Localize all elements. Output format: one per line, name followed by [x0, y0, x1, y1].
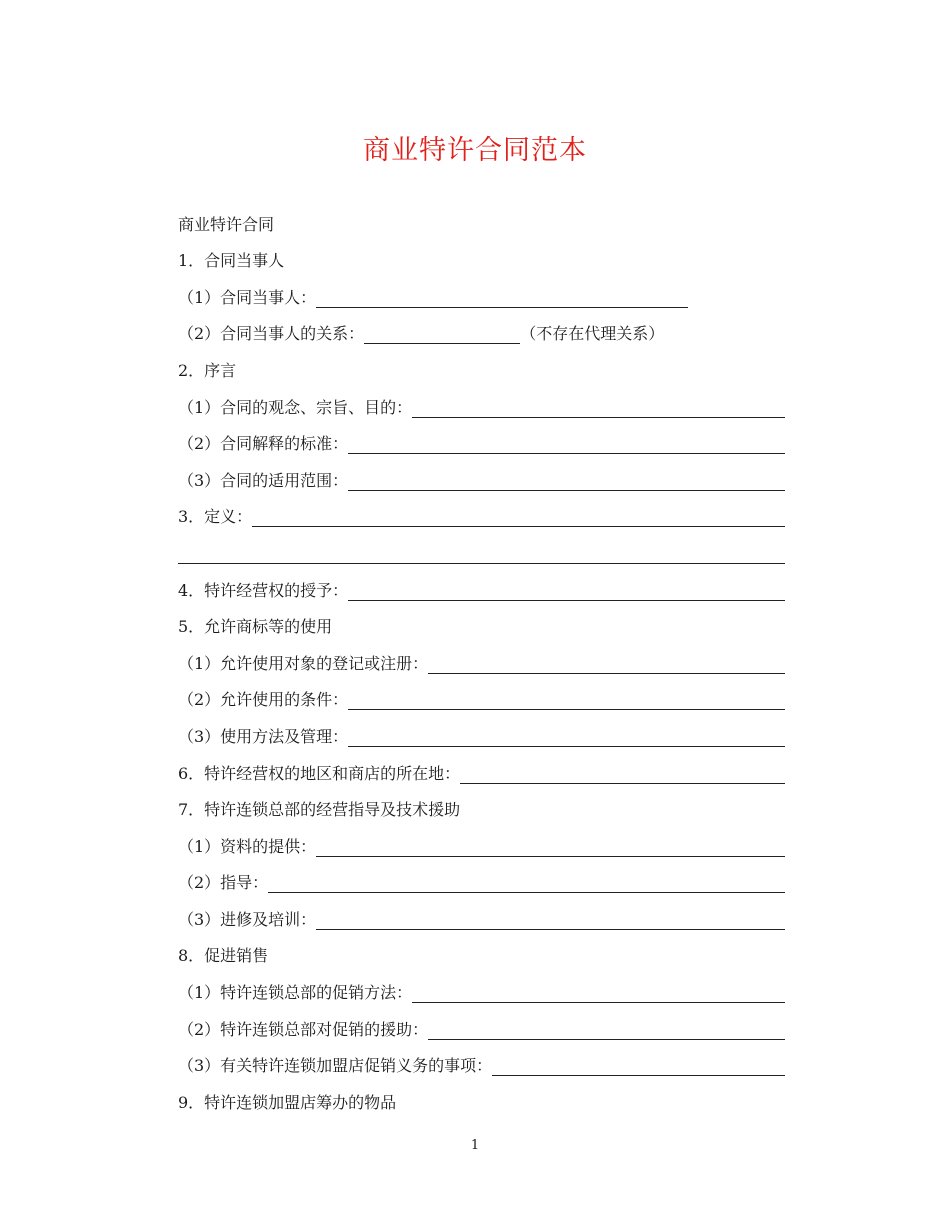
- section-2-item-1-line: [178, 385, 785, 422]
- fill-in-blank[interactable]: [428, 672, 785, 674]
- fill-in-blank[interactable]: [348, 708, 785, 710]
- fill-in-blank[interactable]: [268, 891, 785, 893]
- section-2-heading: 2．序言: [178, 360, 237, 380]
- section-7-heading: 7．特许连锁总部的经营指导及技术援助: [178, 800, 461, 820]
- section-5-item-3-label: （3）使用方法及管理：: [178, 726, 349, 746]
- section-1-item-1-line: [178, 275, 785, 312]
- section-8-item-2-label: （2）特许连锁总部对促销的援助：: [178, 1019, 429, 1039]
- fill-in-blank[interactable]: [364, 342, 520, 344]
- section-5-heading: 5．允许商标等的使用: [178, 617, 333, 637]
- section-7-item-3-line: [178, 897, 785, 934]
- section-5-item-3-line: [178, 714, 785, 751]
- section-2-item-2-label: （2）合同解释的标准：: [178, 434, 349, 454]
- section-1-item-1-label: （1）合同当事人：: [178, 287, 317, 307]
- section-5-item-1-label: （1）允许使用对象的登记或注册：: [178, 653, 429, 673]
- section-3-heading-line: [178, 495, 785, 532]
- section-1-item-2-label: （2）合同当事人的关系：: [178, 324, 365, 344]
- fill-in-blank[interactable]: [348, 599, 785, 601]
- fill-in-blank[interactable]: [252, 525, 785, 527]
- section-1-heading: 1．合同当事人: [178, 251, 285, 271]
- section-8-item-3-line: [178, 1044, 785, 1081]
- section-7-item-1-line: [178, 824, 785, 861]
- section-8-heading: 8．促进销售: [178, 946, 269, 966]
- section-9-heading: 9．特许连锁加盟店筹办的物品: [178, 1092, 397, 1112]
- section-6-heading: 6．特许经营权的地区和商店的所在地：: [178, 763, 461, 783]
- section-5-item-1-line: [178, 641, 785, 678]
- section-1-item-2-note: （不存在代理关系）: [520, 324, 665, 344]
- section-8-item-1-line: [178, 970, 785, 1007]
- section-7-item-2-line: [178, 861, 785, 898]
- section-3-continuation-line: [178, 531, 785, 568]
- section-7-heading-line: [178, 788, 785, 825]
- section-5-item-2-line: [178, 678, 785, 715]
- fill-in-blank[interactable]: [492, 1074, 785, 1076]
- section-4-heading: 4．特许经营权的授予：: [178, 580, 349, 600]
- fill-in-blank[interactable]: [316, 306, 688, 308]
- fill-in-blank[interactable]: [348, 745, 785, 747]
- section-5-item-2-label: （2）允许使用的条件：: [178, 690, 349, 710]
- section-4-heading-line: [178, 568, 785, 605]
- fill-in-blank[interactable]: [460, 782, 785, 784]
- section-5-heading-line: [178, 605, 785, 642]
- fill-in-blank[interactable]: [348, 489, 785, 491]
- section-2-item-3-line: [178, 458, 785, 495]
- section-1-item-2-line: [178, 312, 785, 349]
- fill-in-blank[interactable]: [348, 452, 785, 454]
- section-7-item-3-label: （3）进修及培训：: [178, 909, 317, 929]
- document-title: 商业特许合同范本: [363, 135, 587, 166]
- fill-in-blank[interactable]: [178, 562, 785, 564]
- section-6-heading-line: [178, 751, 785, 788]
- section-9-heading-line: [178, 1080, 785, 1117]
- document-body: [178, 202, 785, 1117]
- fill-in-blank[interactable]: [412, 1001, 785, 1003]
- section-7-item-2-label: （2）指导：: [178, 873, 269, 893]
- section-8-item-2-line: [178, 1007, 785, 1044]
- section-7-item-1-label: （1）资料的提供：: [178, 836, 317, 856]
- section-1-heading-line: [178, 239, 785, 276]
- section-3-heading: 3．定义：: [178, 507, 253, 527]
- section-2-item-2-line: [178, 422, 785, 459]
- section-8-heading-line: [178, 934, 785, 971]
- section-2-item-1-label: （1）合同的观念、宗旨、目的：: [178, 397, 413, 417]
- fill-in-blank[interactable]: [316, 855, 785, 857]
- section-2-item-3-label: （3）合同的适用范围：: [178, 470, 349, 490]
- fill-in-blank[interactable]: [428, 1038, 785, 1040]
- subtitle-line: [178, 202, 785, 239]
- fill-in-blank[interactable]: [412, 416, 785, 418]
- fill-in-blank[interactable]: [316, 928, 785, 930]
- page-number: 1: [470, 1138, 480, 1153]
- section-8-item-1-label: （1）特许连锁总部的促销方法：: [178, 983, 413, 1003]
- section-2-heading-line: [178, 348, 785, 385]
- section-8-item-3-label: （3）有关特许连锁加盟店促销义务的事项：: [178, 1056, 493, 1076]
- subtitle: 商业特许合同: [178, 214, 275, 234]
